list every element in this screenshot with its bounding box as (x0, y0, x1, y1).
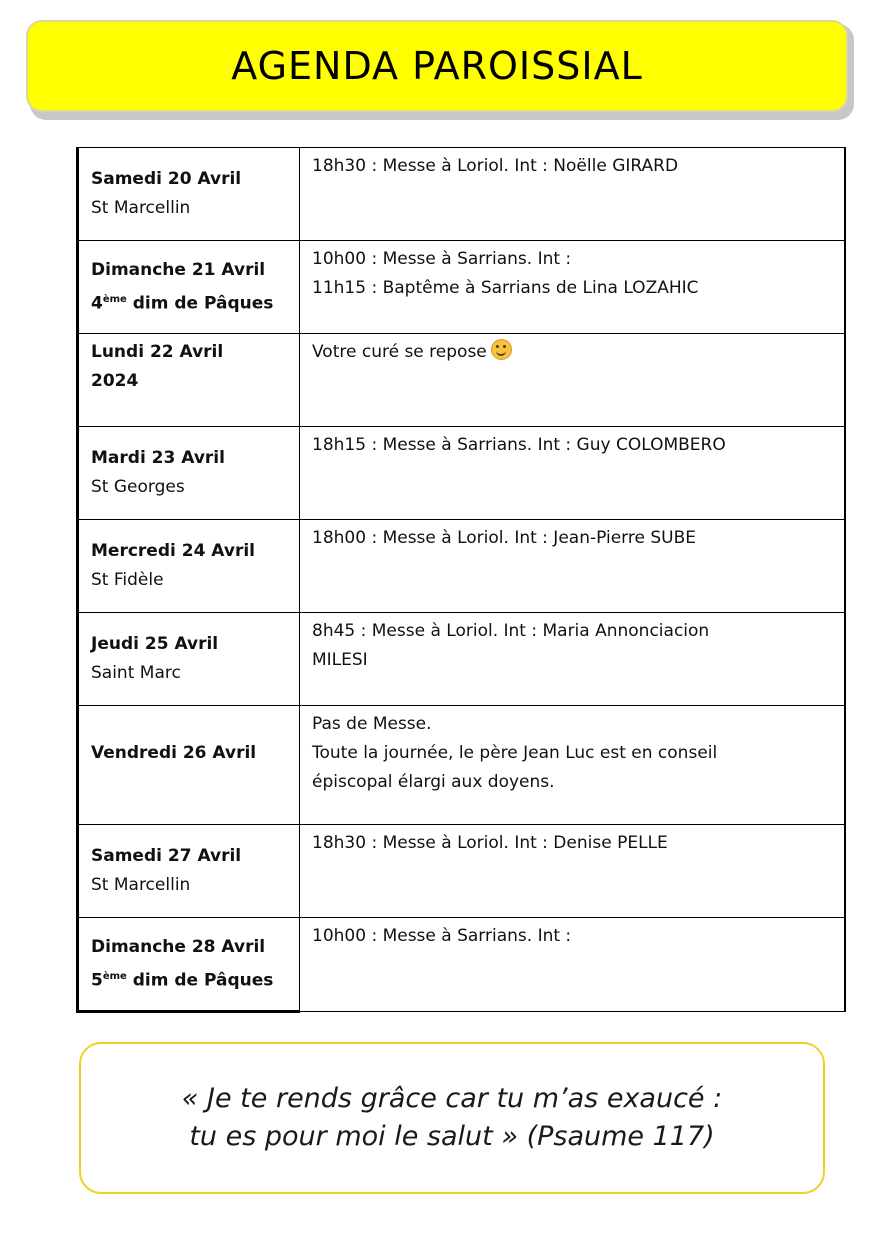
day-cell (78, 706, 300, 825)
events-cell (300, 334, 846, 427)
day-name: Samedi 27 Avril (91, 846, 242, 866)
day-cell (78, 334, 300, 427)
day-name: Jeudi 25 Avril (91, 634, 219, 654)
day-name: Vendredi 26 Avril (91, 742, 257, 763)
event-line: 11h15 : Baptême à Sarrians de Lina LOZAHIC (312, 278, 699, 298)
events-cell (300, 825, 846, 918)
day-cell (78, 520, 300, 613)
event-line: 18h30 : Messe à Loriol. Int : Noëlle GIRARD (312, 156, 679, 176)
agenda-row (78, 613, 846, 706)
events-cell (300, 706, 846, 825)
day-cell (78, 613, 300, 706)
event-line: épiscopal élargi aux doyens. (312, 772, 555, 792)
event-line: 10h00 : Messe à Sarrians. Int : (312, 926, 572, 946)
day-subtitle: St Georges (91, 477, 185, 497)
agenda-row (78, 520, 846, 613)
agenda-row (78, 427, 846, 520)
event-line: 18h30 : Messe à Loriol. Int : Denise PELLE (312, 833, 668, 853)
day-subtitle: St Marcellin (91, 875, 191, 895)
events-cell (300, 241, 846, 334)
agenda-table (76, 147, 846, 1013)
day-cell (78, 148, 300, 241)
event-line: Votre curé se repose (312, 338, 844, 367)
day-subtitle: 2024 (91, 371, 139, 391)
event-line: 18h00 : Messe à Loriol. Int : Jean-Pierre SUBE (312, 528, 696, 548)
day-subtitle: St Marcellin (91, 198, 191, 218)
events-cell (300, 520, 846, 613)
day-name: Lundi 22 Avril (91, 342, 224, 362)
agenda-row (78, 918, 846, 1012)
day-name: Dimanche 28 Avril (91, 936, 266, 957)
event-line: 10h00 : Messe à Sarrians. Int : (312, 249, 572, 269)
agenda-row (78, 241, 846, 334)
page-title: AGENDA PAROISSIAL (231, 44, 643, 88)
quote-box (79, 1042, 825, 1194)
day-cell (78, 825, 300, 918)
quote-line: « Je te rends grâce car tu m’as exaucé : (181, 1083, 723, 1114)
events-cell (300, 148, 846, 241)
agenda-row (78, 334, 846, 427)
events-cell (300, 918, 846, 1012)
event-line: MILESI (312, 650, 368, 670)
quote-line: tu es pour moi le salut » (Psaume 117) (189, 1121, 715, 1152)
agenda-row (78, 825, 846, 918)
day-subtitle: 4ème dim de Pâques (91, 293, 274, 314)
smiling-face-icon (491, 339, 512, 360)
agenda-row (78, 706, 846, 825)
event-line: Toute la journée, le père Jean Luc est en conseil (312, 743, 718, 763)
events-cell (300, 613, 846, 706)
day-subtitle: St Fidèle (91, 570, 164, 590)
event-line: Pas de Messe. (312, 714, 432, 734)
event-line: 18h15 : Messe à Sarrians. Int : Guy COLOMBERO (312, 435, 726, 455)
day-name: Dimanche 21 Avril (91, 259, 266, 280)
day-name: Mardi 23 Avril (91, 448, 225, 468)
day-cell (78, 427, 300, 520)
day-subtitle: Saint Marc (91, 663, 181, 683)
event-line: 8h45 : Messe à Loriol. Int : Maria Annonciacion (312, 621, 710, 641)
day-subtitle: 5ème dim de Pâques (91, 970, 274, 991)
day-cell (78, 241, 300, 334)
day-name: Samedi 20 Avril (91, 169, 242, 189)
day-cell (78, 918, 300, 1012)
day-name: Mercredi 24 Avril (91, 541, 255, 561)
agenda-row (78, 148, 846, 241)
title-banner (26, 20, 848, 112)
events-cell (300, 427, 846, 520)
